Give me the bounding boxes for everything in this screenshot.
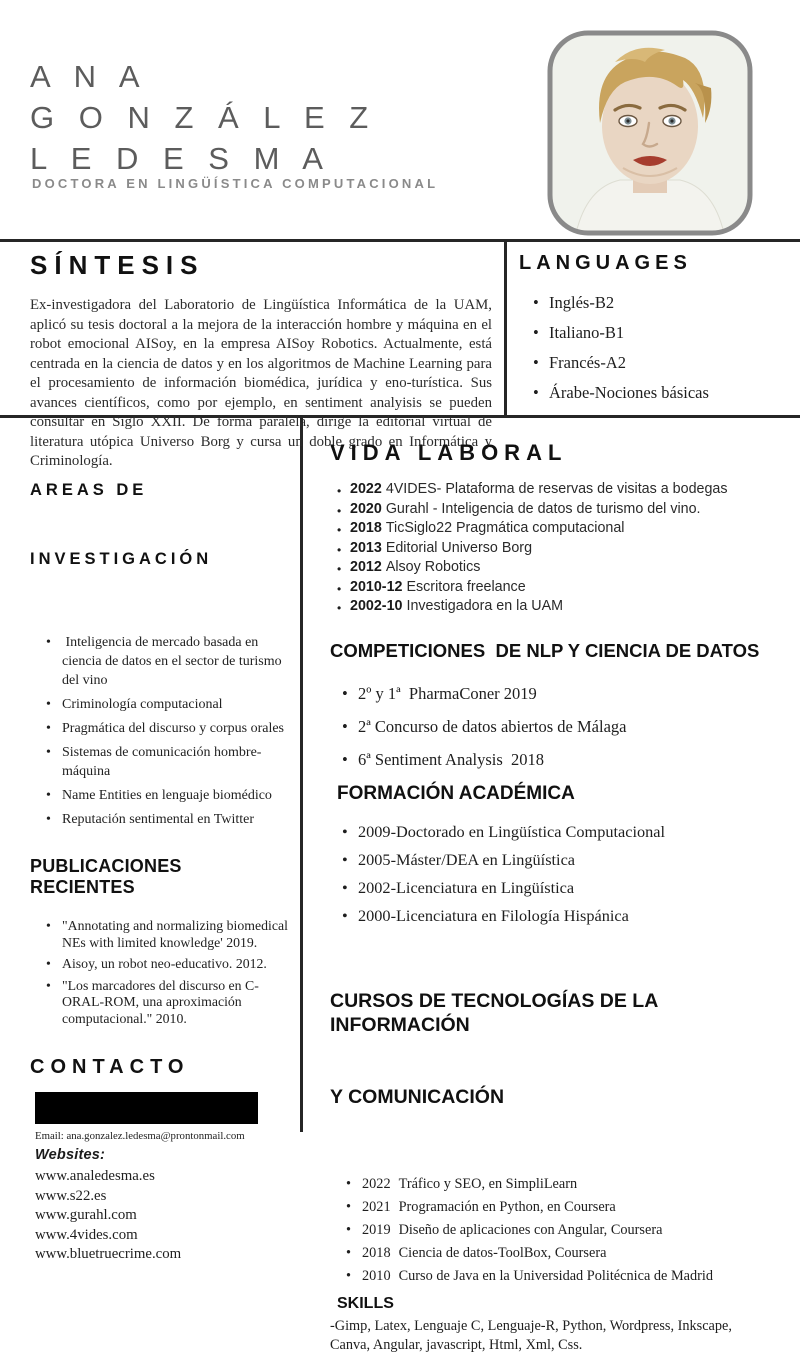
sintesis-body: Ex-investigadora del Laboratorio de Lingüística Informática de la UAM, aplicó su tesis doctoral a la mejora de la interacción hombre y máquina en el robot emocional AISoy, en la empresa AISoy Robotics. Actualmente, está centrada en la ciencia de datos y en los algoritmos de Machine Learning para el procesamiento de información biomédica, jurídica y eno-turística. Sus avances científicos, como por ejemplo, en sentiment analyisis se pueden consultar en Siglo XXII. De forma paralela, dirige la editorial virtual de literatura utópica Universo Borg y cursa un doble grado en Informática y Criminología. bbox=[30, 297, 492, 469]
formacion-list bbox=[358, 822, 782, 926]
website-item: www.analedesma.es bbox=[35, 1168, 155, 1184]
right-column bbox=[330, 440, 782, 1355]
item-year: 2022 bbox=[362, 1175, 391, 1192]
websites-list bbox=[35, 1167, 288, 1265]
curso-item bbox=[362, 1196, 782, 1219]
item-year: 2010 bbox=[362, 1267, 391, 1284]
email-text: Email: ana.gonzalez.ledesma@prontonmail.com bbox=[35, 1130, 245, 1142]
item-text: Editorial Universo Borg bbox=[385, 539, 533, 556]
language-item: • Árabe-Nociones básicas bbox=[549, 383, 789, 403]
competicion-item: • 6ª Sentiment Analysis 2018 bbox=[358, 750, 782, 770]
websites-label: Websites: bbox=[35, 1147, 106, 1163]
item-year: 2020 bbox=[350, 500, 382, 517]
skills-title: SKILLS bbox=[337, 1294, 394, 1312]
website-item: www.bluetruecrime.com bbox=[35, 1246, 182, 1262]
item-text: Curso de Java en la Universidad Politécnica de Madrid bbox=[398, 1267, 714, 1284]
contacto-title: CONTACTO bbox=[30, 1056, 190, 1078]
cursos-title-line1: CURSOS DE TECNOLOGÍAS DE LA INFORMACIÓN bbox=[330, 989, 663, 1036]
vida-laboral-item bbox=[350, 539, 782, 559]
publicaciones-list bbox=[62, 918, 288, 1027]
profile-photo-image bbox=[545, 28, 755, 238]
vida-laboral-item bbox=[350, 558, 782, 578]
item-text: Alsoy Robotics bbox=[385, 559, 481, 575]
person-title: DOCTORA EN LINGÜÍSTICA COMPUTACIONAL bbox=[32, 176, 439, 191]
item-year: 2019 bbox=[362, 1221, 391, 1238]
vertical-divider-header bbox=[504, 242, 507, 415]
competiciones-title: COMPETICIONES DE NLP Y CIENCIA DE DATOS bbox=[330, 639, 760, 661]
areas-list bbox=[62, 633, 288, 829]
curso-item bbox=[362, 1219, 782, 1242]
language-item: • Inglés-B2 bbox=[549, 293, 789, 313]
languages-list bbox=[549, 293, 789, 403]
language-item: • Francés-A2 bbox=[549, 353, 789, 373]
vida-laboral-title: VIDA LABORAL bbox=[330, 440, 568, 465]
cursos-title-line2: Y COMUNICACIÓN bbox=[330, 1085, 505, 1108]
formacion-title: FORMACIÓN ACADÉMICA bbox=[337, 782, 575, 804]
vertical-divider-columns bbox=[300, 418, 303, 1132]
website-item: www.gurahl.com bbox=[35, 1207, 137, 1223]
competicion-item: • 2ª Concurso de datos abiertos de Málaga bbox=[358, 717, 782, 737]
area-item: • Reputación sentimental en Twitter bbox=[62, 810, 288, 829]
skills-text: -Gimp, Latex, Lenguaje C, Lenguaje-R, Python, Wordpress, Inkscape, Canva, Angular, javascript, Html, Xml, Css. bbox=[330, 1317, 732, 1353]
competiciones-list bbox=[358, 684, 782, 770]
area-item: • Name Entities en lenguaje biomédico bbox=[62, 786, 288, 805]
publication-item: • Aisoy, un robot neo-educativo. 2012. bbox=[62, 956, 288, 973]
item-text: Ciencia de datos-ToolBox, Coursera bbox=[398, 1244, 607, 1261]
redacted-contact-info bbox=[35, 1092, 258, 1124]
item-year: 2012 bbox=[350, 559, 382, 575]
item-text: Tráfico y SEO, en SimpliLearn bbox=[398, 1175, 578, 1192]
vida-laboral-list bbox=[350, 480, 782, 617]
areas-title-line2: INVESTIGACIÓN bbox=[30, 550, 213, 568]
publication-item: • "Los marcadores del discurso en C-ORAL-ROM, una aproximación computacional." 2010. bbox=[62, 978, 288, 1028]
item-text: Diseño de aplicaciones con Angular, Coursera bbox=[398, 1221, 663, 1238]
cursos-list bbox=[362, 1173, 782, 1288]
vida-laboral-item bbox=[350, 519, 782, 539]
sintesis-title: SÍNTESIS bbox=[30, 250, 205, 280]
website-item: www.4vides.com bbox=[35, 1226, 138, 1243]
name-line-1: A N A bbox=[30, 59, 148, 94]
area-item: • Criminología computacional bbox=[62, 695, 288, 714]
vida-laboral-item bbox=[350, 578, 782, 598]
competicion-item: • 2º y 1ª PharmaConer 2019 bbox=[358, 684, 782, 704]
formacion-item: • 2000-Licenciatura en Filología Hispánica bbox=[358, 906, 782, 926]
item-year: 2022 bbox=[350, 481, 382, 497]
publicaciones-title: PUBLICACIONES RECIENTES bbox=[30, 856, 187, 897]
publication-item: • "Annotating and normalizing biomedical NEs with limited knowledge' 2019. bbox=[62, 918, 288, 951]
item-year: 2018 bbox=[362, 1244, 391, 1261]
areas-title-line1: AREAS DE bbox=[30, 481, 148, 499]
area-item: • Pragmática del discurso y corpus orales bbox=[62, 719, 288, 738]
item-text: Escritora freelance bbox=[406, 578, 526, 595]
name-line-3: L E D E S M A bbox=[30, 141, 331, 176]
horizontal-divider-top bbox=[0, 239, 800, 242]
item-year: 2021 bbox=[362, 1198, 391, 1215]
formacion-item: • 2005-Máster/DEA en Lingüística bbox=[358, 850, 782, 870]
person-name bbox=[30, 56, 376, 179]
section-languages bbox=[519, 252, 789, 413]
item-text: Programación en Python, en Coursera bbox=[398, 1198, 616, 1215]
area-item: • Inteligencia de mercado basada en ciencia de datos en el sector de turismo del vino bbox=[62, 633, 288, 690]
item-text: Gurahl - Inteligencia de datos de turismo del vino. bbox=[385, 500, 701, 517]
item-text: 4VIDES- Plataforma de reservas de visitas a bodegas bbox=[385, 481, 728, 497]
profile-photo bbox=[545, 28, 755, 238]
item-year: 2013 bbox=[350, 539, 382, 556]
curso-item bbox=[362, 1242, 782, 1265]
vida-laboral-item bbox=[350, 500, 782, 520]
formacion-item: • 2002-Licenciatura en Lingüística bbox=[358, 878, 782, 898]
formacion-item: • 2009-Doctorado en Lingüística Computacional bbox=[358, 822, 782, 842]
item-text: Investigadora en la UAM bbox=[406, 598, 564, 614]
left-column bbox=[30, 433, 288, 1265]
language-item: • Italiano-B1 bbox=[549, 323, 789, 343]
name-line-2: G O N Z Á L E Z bbox=[30, 100, 377, 135]
item-year: 2010-12 bbox=[350, 578, 403, 595]
vida-laboral-item bbox=[350, 597, 782, 617]
item-year: 2018 bbox=[350, 520, 382, 536]
item-year: 2002-10 bbox=[350, 598, 403, 614]
area-item: • Sistemas de comunicación hombre-máquina bbox=[62, 743, 288, 781]
curso-item bbox=[362, 1173, 782, 1196]
curso-item bbox=[362, 1265, 782, 1288]
website-item: www.s22.es bbox=[35, 1187, 107, 1204]
item-text: TicSiglo22 Pragmática computacional bbox=[385, 520, 625, 536]
vida-laboral-item bbox=[350, 480, 782, 500]
cursos-title bbox=[330, 941, 782, 1157]
areas-title bbox=[30, 433, 288, 617]
languages-title: LANGUAGES bbox=[519, 252, 692, 274]
